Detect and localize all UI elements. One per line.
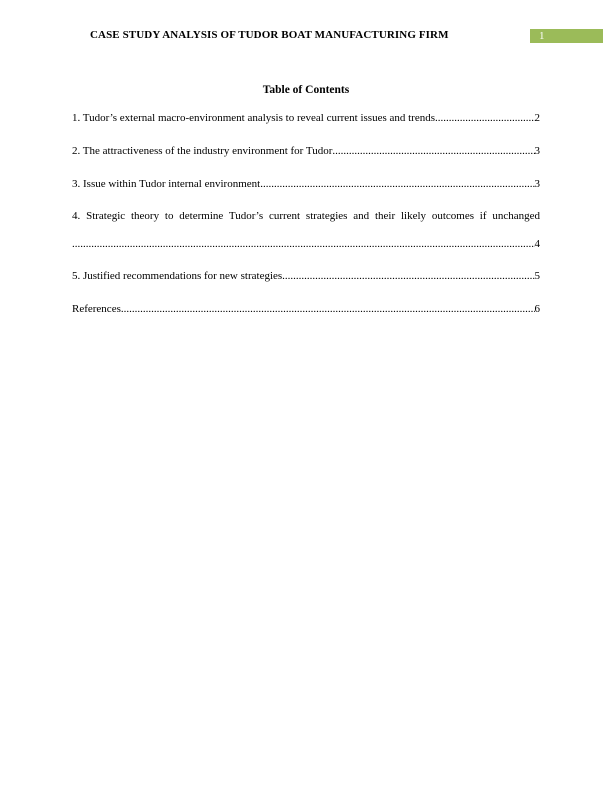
page-number-badge: 1 <box>530 29 603 43</box>
toc-entry-text: 3. Issue within Tudor internal environment <box>72 178 261 190</box>
toc-entry-2[interactable] <box>72 144 540 158</box>
toc-entry-4-text[interactable]: 4. Strategic theory to determine Tudor’s current strategies and their likely outcomes if unchanged <box>72 210 540 222</box>
toc-leader-dots <box>435 111 534 125</box>
toc-entry-page: 3 <box>534 145 540 157</box>
toc-entry-1[interactable] <box>72 111 540 125</box>
toc-entry-3[interactable] <box>72 177 540 191</box>
toc-entry-text: 5. Justified recommendations for new strategies <box>72 270 283 282</box>
toc-leader-dots <box>72 237 535 251</box>
toc-entry-page: 5 <box>534 270 540 282</box>
toc-entry-text: References <box>72 303 121 315</box>
toc-entry-text: 1. Tudor’s external macro-environment analysis to reveal current issues and trends <box>72 112 436 124</box>
toc-heading: Table of Contents <box>262 84 350 96</box>
running-header-title: CASE STUDY ANALYSIS OF TUDOR BOAT MANUFACTURING FIRM <box>90 29 449 41</box>
toc-entry-5[interactable] <box>72 269 540 283</box>
toc-entry-page: 3 <box>534 178 540 190</box>
toc-entry-4-continuation[interactable] <box>72 237 540 251</box>
toc-leader-dots <box>282 269 534 283</box>
toc-entry-page: 6 <box>534 303 540 315</box>
toc-entry-text: 2. The attractiveness of the industry environment for Tudor <box>72 145 333 157</box>
toc-entry-page: 2 <box>534 112 540 124</box>
toc-leader-dots <box>332 144 534 158</box>
toc-leader-dots <box>121 302 535 316</box>
toc-entry-page: 4 <box>534 238 540 250</box>
toc-leader-dots <box>260 177 534 191</box>
toc-entry-references[interactable] <box>72 302 540 316</box>
